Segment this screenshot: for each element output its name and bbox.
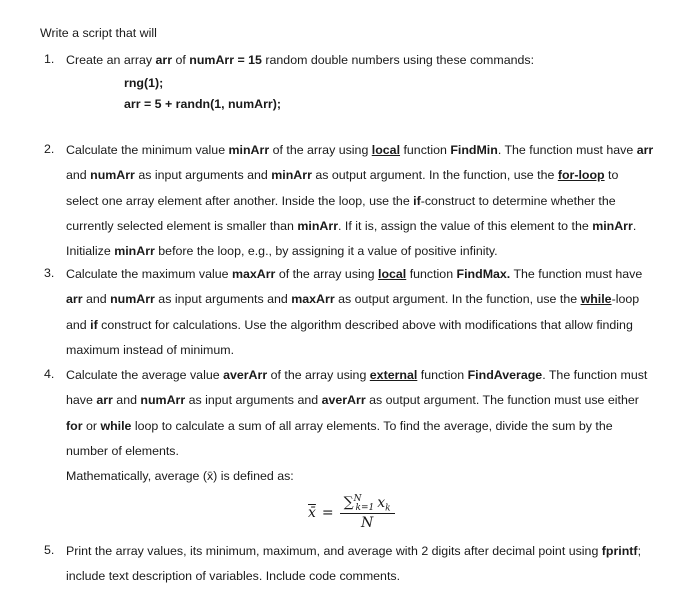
item-3-line-4: maximum instead of minimum. (66, 342, 235, 357)
item-number: 2. (44, 142, 55, 156)
item-3-line-1: Calculate the maximum value maxArr of the array using local function FindMax. The function must have (66, 267, 643, 281)
item-2-line-5: Initialize minArr before the loop, e.g., by assigning it a value of positive infinity. (66, 244, 498, 259)
item-number: 1. (44, 52, 55, 66)
item-5-line-2: include text description of variables. Include code comments. (66, 569, 401, 584)
item-2-line-4: currently selected element is smaller than minArr. If it is, assign the value of this element to the minArr. (66, 218, 637, 233)
formula-equals: = (321, 504, 334, 521)
item-4-line-3: for or while loop to calculate a sum of all array elements. To find the average, divide the sum by the (66, 418, 613, 433)
item-1-line-1: Create an array arr of numArr = 15 random double numbers using these commands: (66, 53, 535, 67)
item-4-line-2: have arr and numArr as input arguments and averArr as output argument. The function must use either (66, 393, 639, 408)
item-2-line-2: and numArr as input arguments and minArr as output argument. In the function, use the for-loop to (66, 168, 619, 183)
formula-denominator: N (361, 515, 374, 532)
item-2-line-3: select one array element after another. Inside the loop, use the if-construct to determine whether the (66, 193, 616, 208)
item-3-line-3: and if construct for calculations. Use the algorithm described above with modifications that allow finding (66, 317, 633, 332)
formula-fraction (340, 494, 395, 531)
intro-text: Write a script that will (40, 26, 157, 40)
formula-numerator: ∑$^N_{k=1}$ $x_k$ (340, 494, 395, 514)
item-3-line-2: arr and numArr as input arguments and maxArr as output argument. In the function, use the while-loop (66, 292, 640, 307)
item-number: 3. (44, 266, 55, 280)
item-5-line-1: Print the array values, its minimum, maximum, and average with 2 digits after decimal point using fprintf; (66, 544, 642, 558)
item-4-line-5: Mathematically, average (x̄) is defined as: (66, 469, 294, 484)
average-formula (308, 494, 395, 531)
code-line-randn: arr = 5 + randn(1, numArr); (124, 97, 281, 111)
item-2-line-1: Calculate the minimum value minArr of the array using local function FindMin. The function must have arr (66, 143, 654, 157)
formula-lhs: x̄ (308, 504, 316, 521)
code-line-rng: rng(1); (124, 76, 164, 90)
item-number: 5. (44, 543, 55, 557)
item-number: 4. (44, 367, 55, 381)
item-4-line-1: Calculate the average value averArr of the array using external function FindAverage. The function must (66, 368, 648, 382)
item-4-line-4: number of elements. (66, 443, 179, 458)
